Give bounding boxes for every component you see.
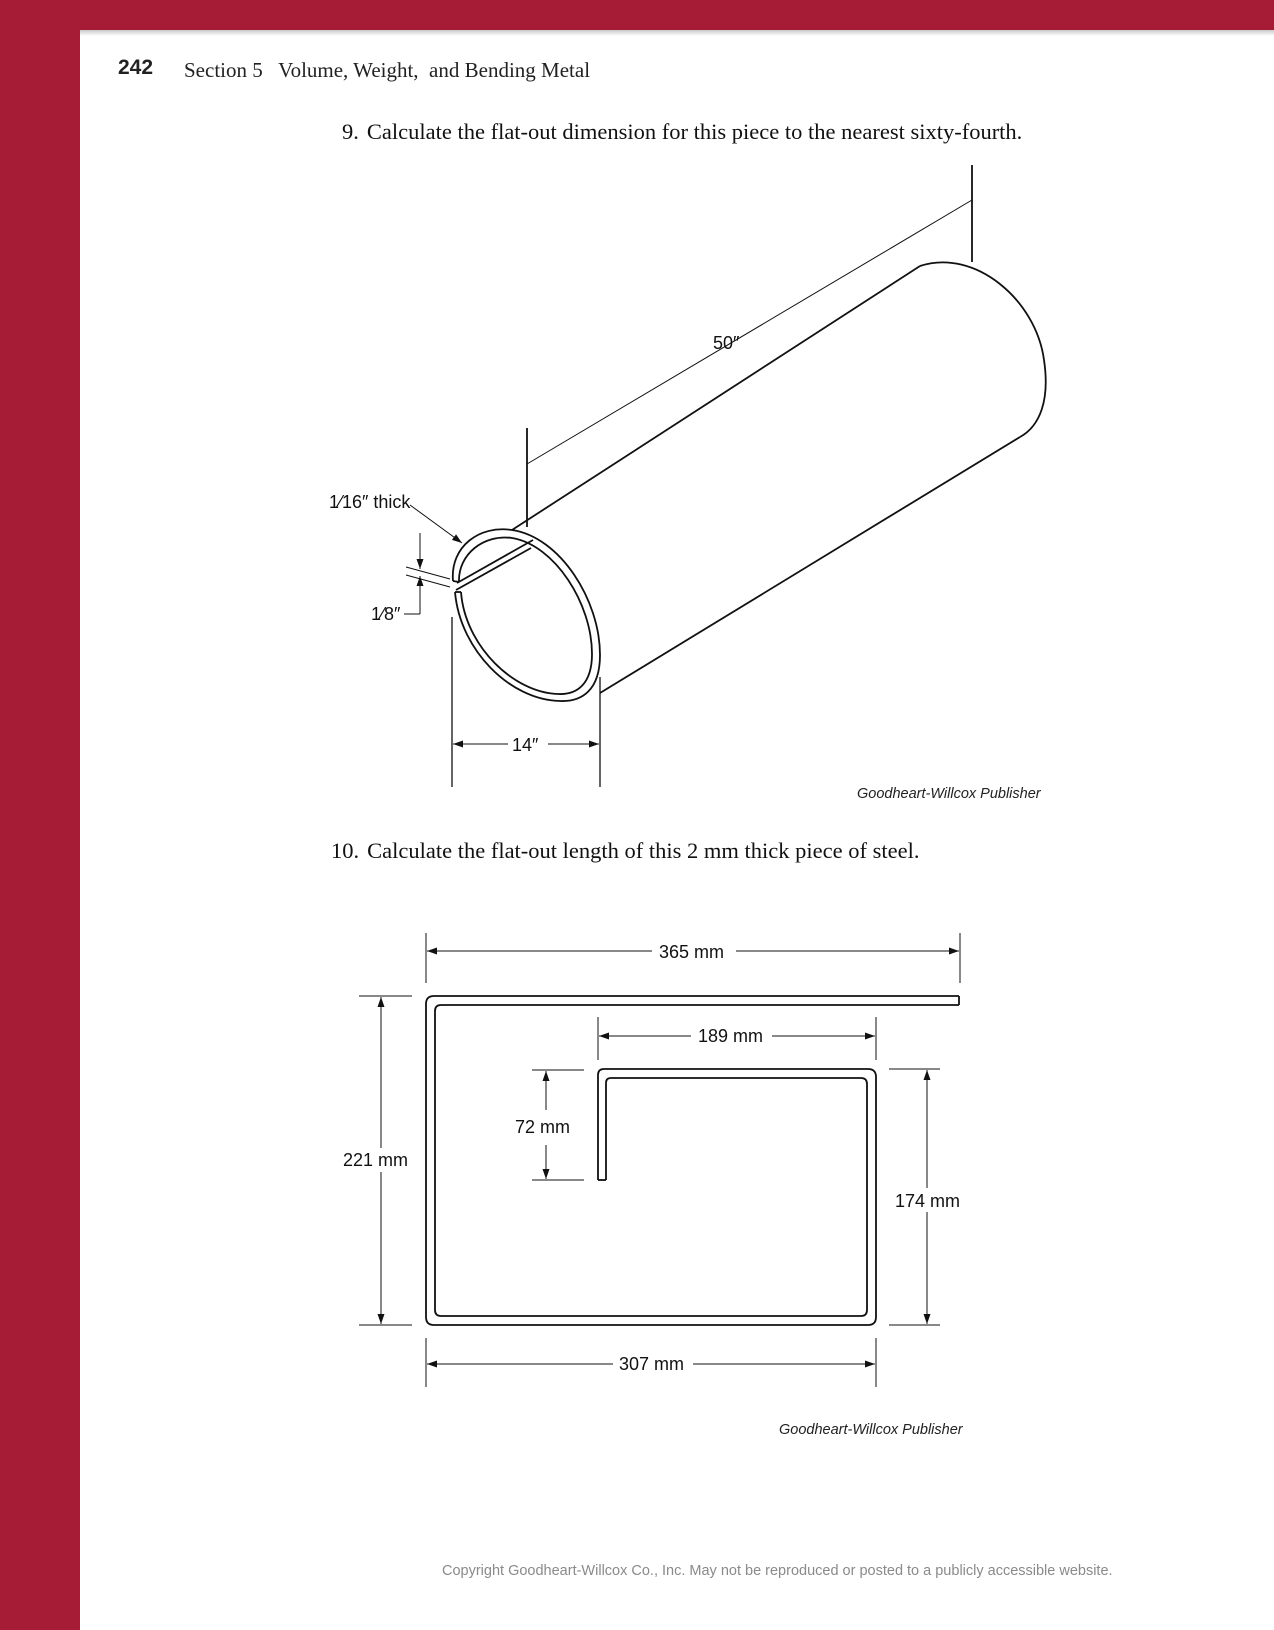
- label-inner-width: 189 mm: [698, 1026, 764, 1046]
- label-top-width: 365 mm: [659, 942, 725, 962]
- steel-profile-outer: [426, 996, 959, 1325]
- label-diameter: 14″: [512, 735, 539, 755]
- problem-number: 9.: [342, 119, 359, 144]
- problem-text: Calculate the flat-out dimension for this piece to the nearest sixty-fourth.: [366, 119, 1023, 144]
- label-thickness: 1⁄16″ thick: [329, 492, 411, 512]
- figure-credit: Goodheart-Willcox Publisher: [779, 1422, 963, 1438]
- page-number: 242: [118, 56, 154, 79]
- label-length: 50″: [713, 333, 740, 353]
- label-lip-height: 72 mm: [515, 1117, 571, 1137]
- label-outer-height: 221 mm: [343, 1150, 409, 1170]
- steel-profile-inner: [435, 1005, 959, 1316]
- problem-number: 10.: [331, 838, 360, 863]
- copyright-notice: Copyright Goodheart-Willcox Co., Inc. May not be reproduced or posted to a publicly accessible website.: [442, 1563, 1113, 1579]
- running-head: Section 5 Volume, Weight, and Bending Metal: [184, 58, 591, 82]
- label-inner-height: 174 mm: [895, 1191, 961, 1211]
- label-gap: 1⁄8″: [371, 604, 401, 624]
- figure-credit: Goodheart-Willcox Publisher: [857, 786, 1041, 802]
- label-bottom-width: 307 mm: [619, 1354, 685, 1374]
- problem-text: Calculate the flat-out length of this 2 mm thick piece of steel.: [367, 838, 920, 863]
